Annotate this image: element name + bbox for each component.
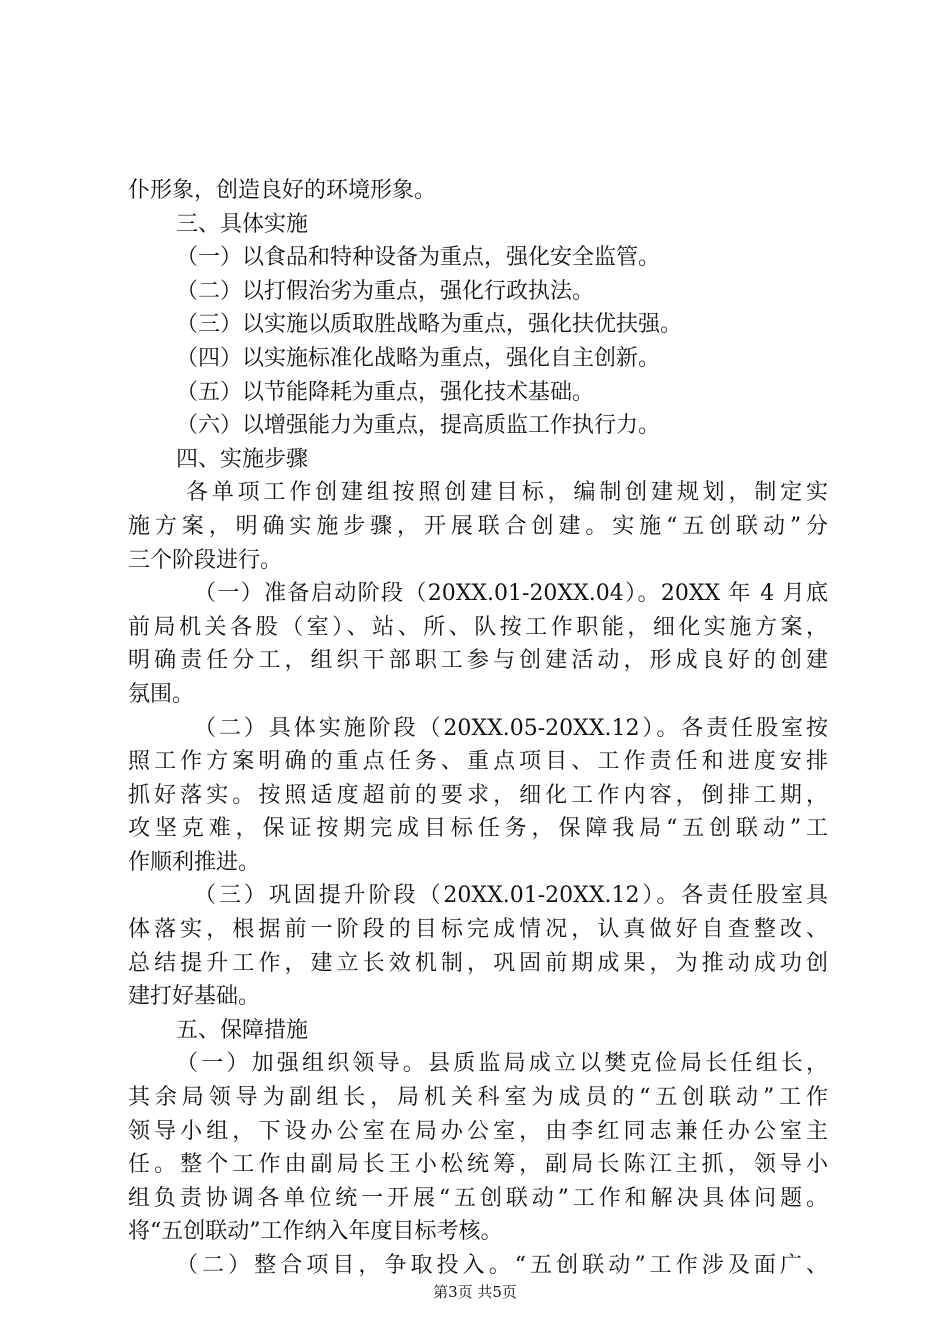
paragraph-line: 三个阶段进行。 bbox=[128, 547, 283, 573]
paragraph-line: 将“五创联动”工作纳入年度目标考核。 bbox=[128, 1219, 503, 1245]
paragraph-line: （三）巩固提升阶段（20XX.01-20XX.12）。各责任股室具 bbox=[194, 883, 828, 909]
paragraph-line: （一）加强组织领导。县质监局成立以樊克俭局长任组长， bbox=[176, 1051, 828, 1077]
paragraph-line: 领导小组，下设办公室在局办公室，由李红同志兼任办公室主 bbox=[128, 1118, 828, 1144]
paragraph-line: 总结提升工作，建立长效机制，巩固前期成果，为推动成功创 bbox=[128, 950, 828, 976]
paragraph-line: 体落实，根据前一阶段的目标完成情况，认真做好自查整改、 bbox=[128, 917, 828, 943]
document-body bbox=[128, 174, 828, 1283]
section-heading: 三、具体实施 bbox=[176, 211, 309, 237]
paragraph-line: 其余局领导为副组长，局机关科室为成员的“五创联动”工作 bbox=[128, 1085, 828, 1111]
paragraph-line: 抓好落实。按照适度超前的要求，细化工作内容，倒排工期， bbox=[128, 782, 828, 808]
section-heading: 五、保障措施 bbox=[176, 1017, 309, 1043]
paragraph-line: 建打好基础。 bbox=[128, 984, 261, 1010]
paragraph-line: 组负责协调各单位统一开展“五创联动”工作和解决具体问题。 bbox=[128, 1185, 828, 1211]
paragraph-line: 明确责任分工，组织干部职工参与创建活动，形成良好的创建 bbox=[128, 648, 828, 674]
list-item: （四）以实施标准化战略为重点，强化自主创新。 bbox=[176, 345, 661, 371]
paragraph-line: （一）准备启动阶段（20XX.01-20XX.04）。20XX 年 4 月底 bbox=[194, 581, 828, 607]
paragraph-line: 前局机关各股（室）、站、所、队按工作职能，细化实施方案， bbox=[128, 614, 828, 640]
paragraph-line: （二）整合项目，争取投入。“五创联动”工作涉及面广、 bbox=[176, 1253, 828, 1278]
paragraph-line: 氛围。 bbox=[128, 681, 195, 707]
list-item: （二）以打假治劣为重点，强化行政执法。 bbox=[176, 278, 595, 304]
paragraph-line: 任。整个工作由副局长王小松统筹，副局长陈江主抓，领导小 bbox=[128, 1152, 828, 1178]
paragraph-line: 作顺利推进。 bbox=[128, 849, 261, 875]
text-line: 仆形象，创造良好的环境形象。 bbox=[128, 178, 437, 203]
list-item: （五）以节能降耗为重点，强化技术基础。 bbox=[176, 379, 595, 405]
paragraph-line: 各单项工作创建组按照创建目标，编制创建规划，制定实 bbox=[186, 480, 828, 506]
section-heading: 四、实施步骤 bbox=[176, 446, 309, 472]
page-number-footer: 第3页 共5页 bbox=[433, 1283, 517, 1301]
list-item: （六）以增强能力为重点，提高质监工作执行力。 bbox=[176, 413, 661, 439]
list-item: （三）以实施以质取胜战略为重点，强化扶优扶强。 bbox=[176, 312, 683, 338]
paragraph-line: 攻坚克难，保证按期完成目标任务，保障我局“五创联动”工 bbox=[128, 816, 828, 842]
list-item: （一）以食品和特种设备为重点，强化安全监管。 bbox=[176, 245, 661, 271]
paragraph-line: 施方案，明确实施步骤，开展联合创建。实施“五创联动”分 bbox=[128, 513, 828, 539]
paragraph-line: 照工作方案明确的重点任务、重点项目、工作责任和进度安排 bbox=[128, 749, 828, 775]
paragraph-line: （二）具体实施阶段（20XX.05-20XX.12）。各责任股室按 bbox=[194, 715, 828, 741]
